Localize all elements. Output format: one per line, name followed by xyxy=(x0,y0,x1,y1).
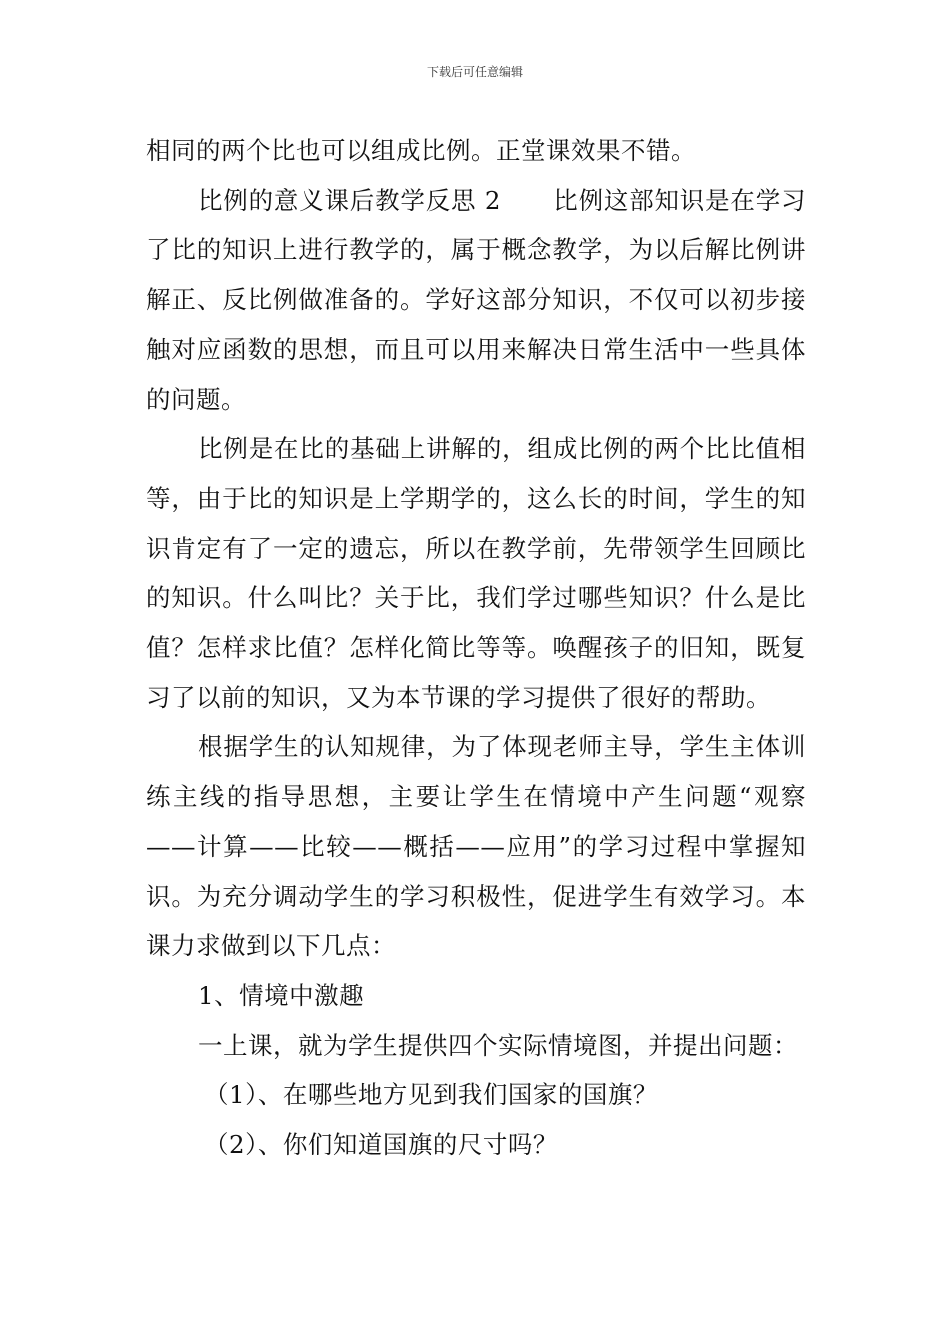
paragraph-reflection-2 xyxy=(146,176,806,425)
paragraph-continuation: 相同的两个比也可以组成比例。正堂课效果不错。 xyxy=(146,136,696,165)
section-title: 比例的意义课后教学反思 2 xyxy=(198,185,501,215)
paragraph-text: 比例这部知识是在学习了比的知识上进行教学的，属于概念教学，为以后解比例讲解正、反比例做准备的。学好这部分知识，不仅可以初步接触对应函数的思想，而且可以用来解决日常生活中一些具体的问题。 xyxy=(146,185,807,414)
document-body xyxy=(146,126,806,1170)
paragraph-review: 比例是在比的基础上讲解的，组成比例的两个比比值相等，由于比的知识是上学期学的，这么长的时间，学生的知识肯定有了一定的遗忘，所以在教学前，先带领学生回顾比的知识。什么叫比？关于比，我们学过哪些知识？什么是比值？怎样求比值？怎样化简比等等。唤醒孩子的旧知，既复习了以前的知识，又为本节课的学习提供了很好的帮助。 xyxy=(146,434,806,712)
question-1: （1）、在哪些地方见到我们国家的国旗？ xyxy=(204,1080,658,1110)
page-header: 下载后可任意编辑 xyxy=(426,65,523,79)
list-heading-1: 1、情境中激趣 xyxy=(198,980,365,1010)
paragraph-method: 根据学生的认知规律，为了体现老师主导，学生主体训练主线的指导思想，主要让学生在情境中产生问题“观察——计算——比较——概括——应用”的学习过程中掌握知识。为充分调动学生的学习积极性，促进学生有效学习。本课力求做到以下几点： xyxy=(146,732,806,961)
paragraph-intro: 一上课，就为学生提供四个实际情境图，并提出问题： xyxy=(198,1030,798,1060)
question-2: （2）、你们知道国旗的尺寸吗？ xyxy=(204,1130,558,1160)
